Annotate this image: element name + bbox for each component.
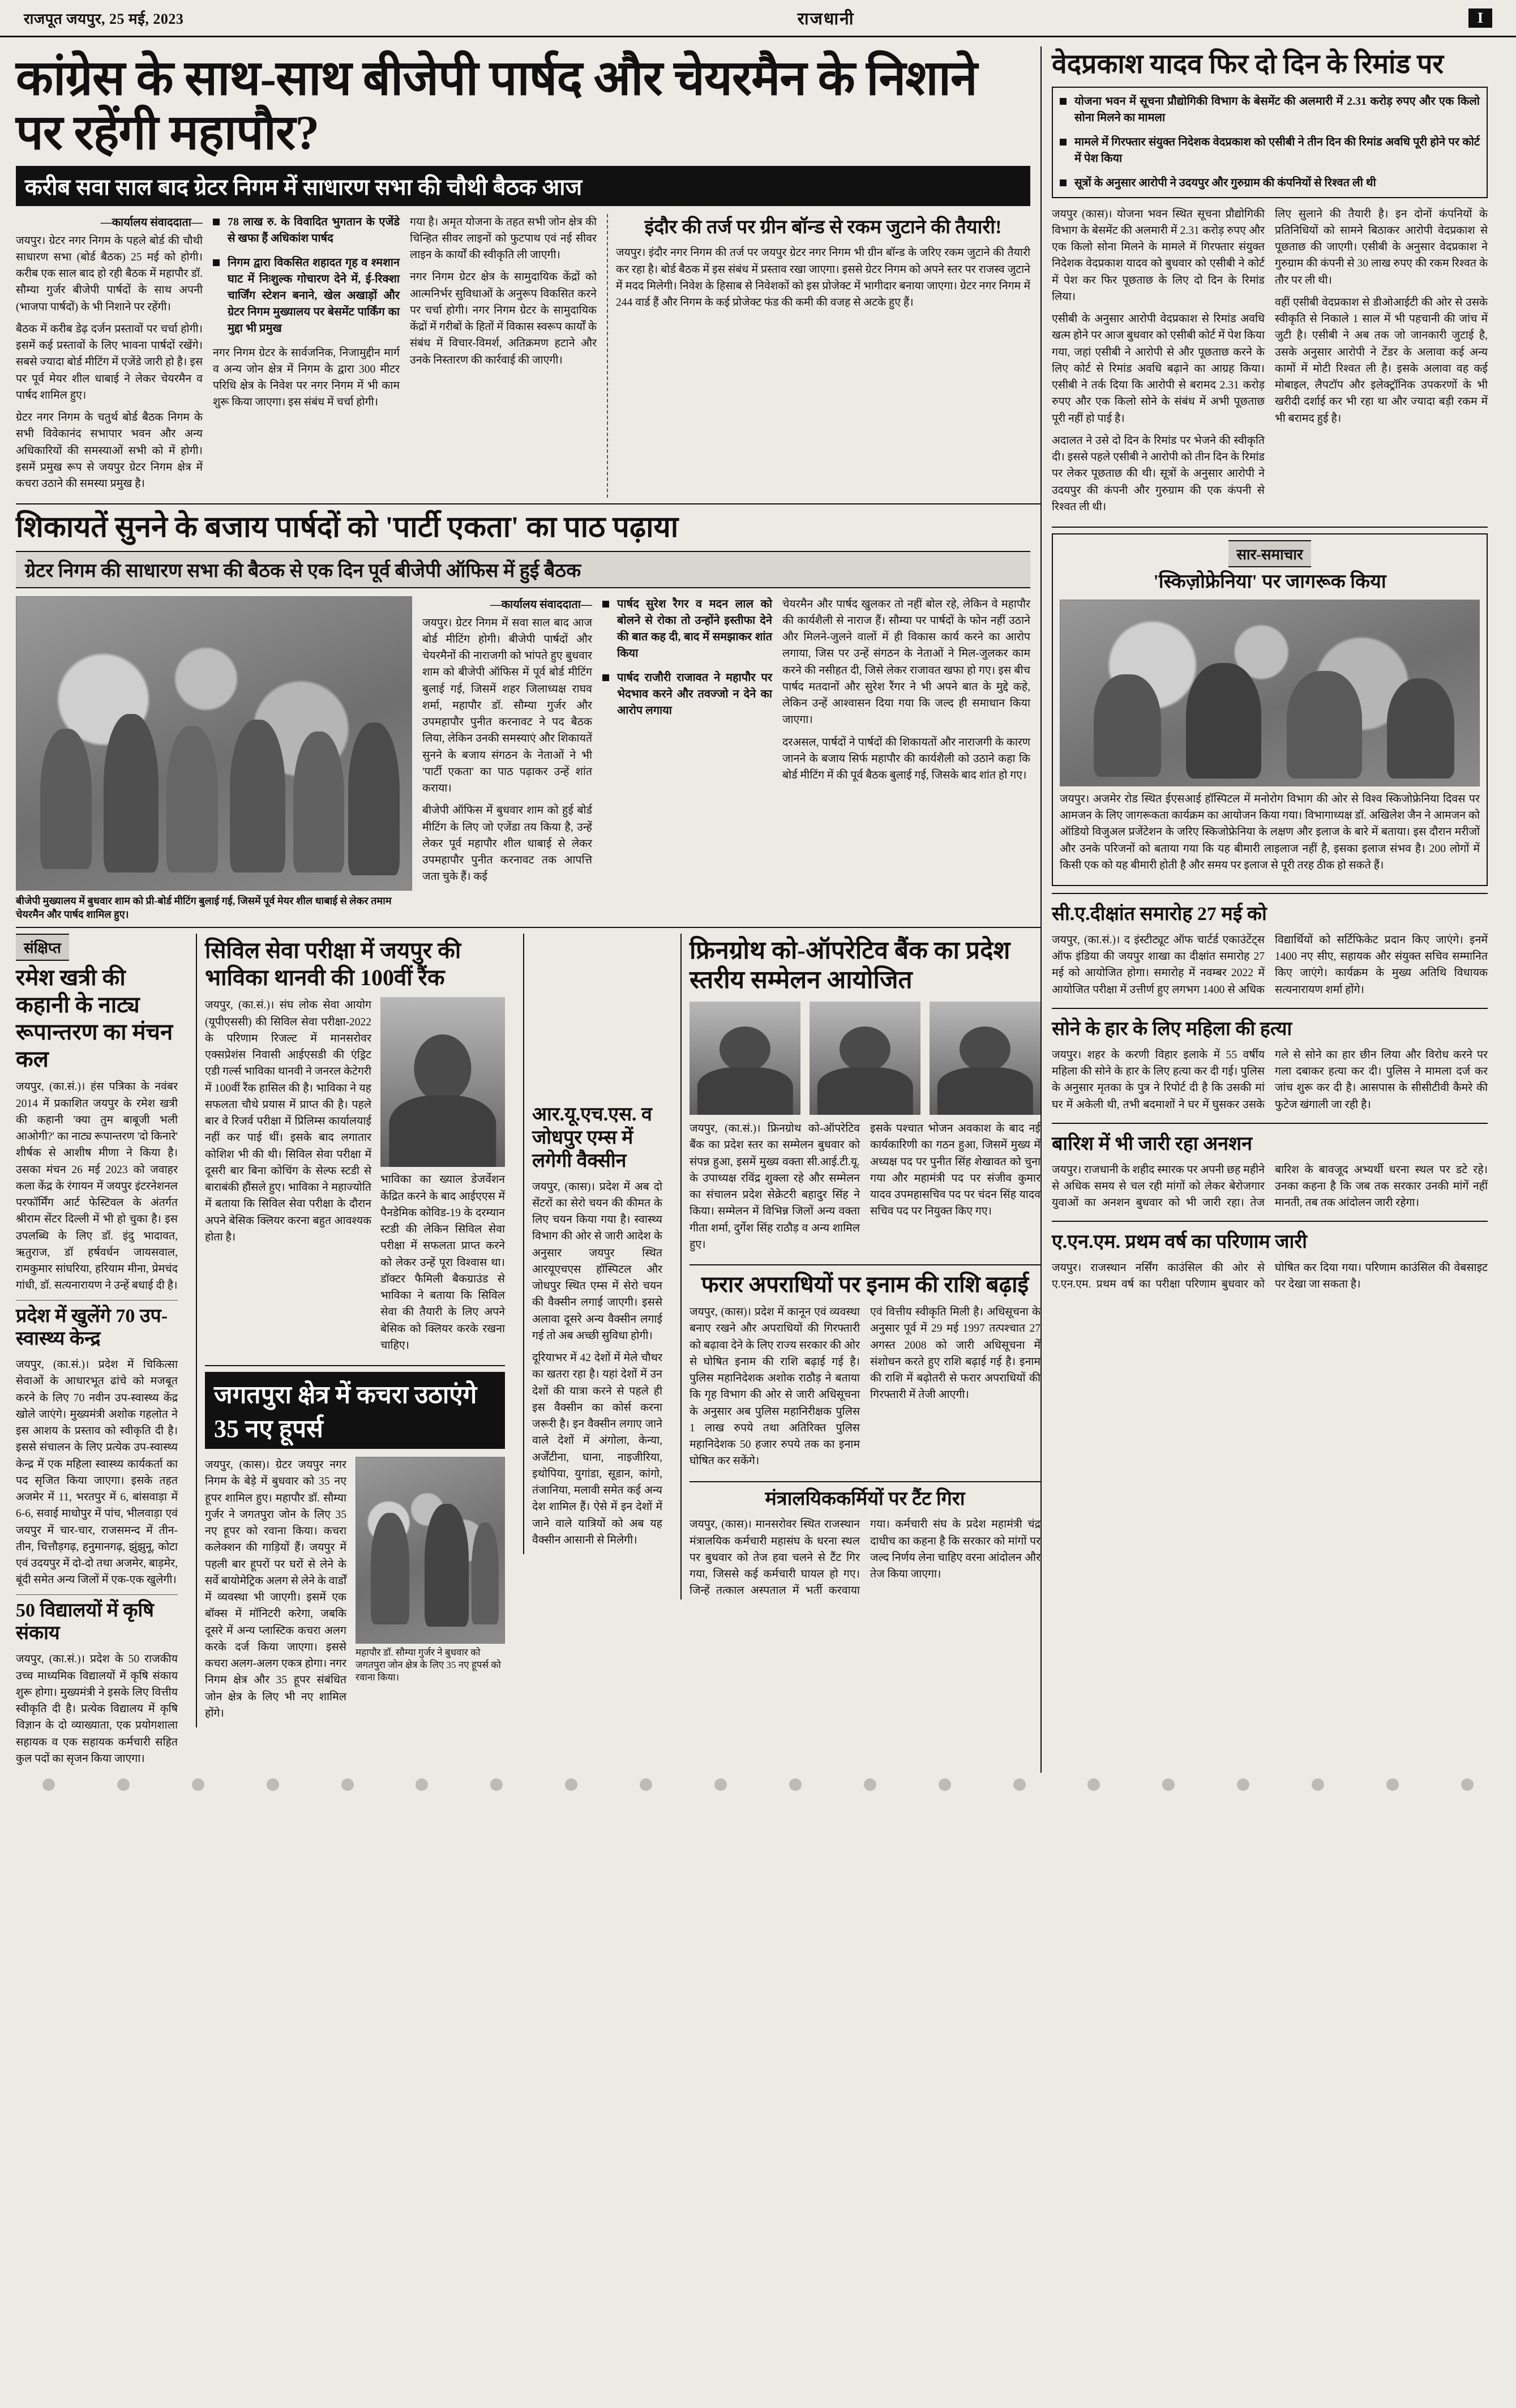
- strip-dot: [117, 1778, 130, 1791]
- right-para-3: अदालत ने उसे दो दिन के रिमांड पर भेजने की स्वीकृति दी। इससे पहले एसीबी ने आरोपी को तीन दिन के रिमांड पर लेकर पूछताछ की थी। सूत्रों के अनुसार आरोपी ने उदयपुर की कंपनी और गुरुग्राम की एक कंपनी से रिश्वत ली थी।: [1052, 434, 1265, 513]
- masthead: [0, 0, 1516, 37]
- lead-para-3: ग्रेटर नगर निगम के चतुर्थ बोर्ड बैठक निगम के सभी विवेकानंद सभापार भवन और अन्य अधिकारियों की समस्याओं सभी को में होगी। इसमें प्रमुख रूप से जयपुर ग्रेटर निगम क्षेत्र में कचरा उठाने की समस्या प्रमुख है।: [16, 412, 203, 490]
- strip-dot: [939, 1778, 951, 1791]
- saar-samachar-label: सार-समाचार: [1228, 540, 1311, 567]
- schizophrenia-awareness-photo: [1060, 600, 1480, 786]
- greenbond-headline: इंदौर की तर्ज पर ग्रीन बॉन्ड से रकम जुटाने की तैयारी!: [644, 216, 1002, 238]
- bjp-meeting-caption: बीजेपी मुख्यालय में बुधवार शाम को प्री-बोर्ड मीटिंग बुलाई गई, जिसमें पूर्व मेयर शील धाबाई से लेकर तमाम चेयरमैन और पार्षद शामिल हुए।: [16, 895, 392, 921]
- bank-body-2: इसके पश्चात भोजन अवकाश के बाद नई कार्यकारिणी का गठन हुआ, जिसमें मुख्य में अध्यक्ष पद पर पुनीत सिंह शेखावत को चुना गया और महामंत्री पद पर संजीव कुमार यादव उपमहासचिव पद पर चंदन सिंह यादव सचिव पद पर नियुक्त किए गए।: [870, 1123, 1040, 1218]
- strip-dot: [1013, 1778, 1026, 1791]
- gold-necklace-murder-title: सोने के हार के लिए महिला की हत्या: [1052, 1018, 1292, 1040]
- second-para-2: बीजेपी ऑफिस में बुधवार शाम को हुई बोर्ड मीटिंग के लिए जो एजेंडा तय किया है, उन्हें लेकर पूर्व महापौर शील धाबाई से लेकर उपमहापौर पुनीत करनावट तक आपत्ति जता चुके हैं। कई: [422, 805, 592, 883]
- saar-samachar-body: जयपुर। अजमेर रोड स्थित ईएसआई हॉस्पिटल में मनोरोग विभाग की ओर से विश्व स्किजोफ्रेनिया दिवस पर आमजन के लिए जागरूकता कार्यक्रम का आयोजन किया गया। विभागाध्यक्ष डॉ. अखिलेश जैन ने आमजन को ऑडियो विजुअल प्रजेंटेशन के जरिए स्किजोफ्रेनिया के लक्षण और इलाज के बारे में बताया। इस दौरान मरीजों और उनके परिजनों को बताया गया कि यह बीमारी लाइलाज नहीं है, इसका इलाज संभव है। 200 लोगों में किसी एक को यह बीमारी होती है और समय पर इलाज से पूरी तरह ठीक हो सकते हैं।: [1060, 793, 1480, 871]
- strip-dot: [864, 1778, 876, 1791]
- second-headline: शिकायतें सुनने के बजाय पार्षदों को 'पार्टी एकता' का पाठ पढ़ाया: [16, 511, 679, 544]
- second-para-1: जयपुर। ग्रेटर निगम में सवा साल बाद आज बोर्ड मीटिंग होगी। बीजेपी पार्षदों और चेयरमैनों की नाराजगी को भांपते हुए बुधवार शाम को बीजेपी ऑफिस में पूर्व बोर्ड मीटिंग बुलाई गई, जिसमें शहर जिलाध्यक्ष राघव शर्मा, महापौर डॉ. सौम्या गुर्जर और उपमहापौर पुनीत करनावट ने पद बैठक लिया, लेकिन उनकी समस्याएं और शिकायतें सुनने के बजाय संगठन के नेताओं ने भी 'पार्टी एकता' का पाठ पढ़ाकर उन्हें शांत कराया।: [422, 617, 592, 795]
- farar-title: फरार अपराधियों पर इनाम की राशि बढ़ाई: [701, 1272, 1029, 1298]
- hooper-photo-caption: महापौर डॉ. सौम्या गुर्जर ने बुधवार को जगतपुरा जोन क्षेत्र के लिए 35 नए हूपर्स को रवाना किया।: [356, 1647, 501, 1683]
- bank-portrait-1: [690, 1002, 800, 1115]
- civil-body-1: जयपुर, (का.सं.)। संघ लोक सेवा आयोग (यूपीएससी) की सिविल सेवा परीक्षा-2022 के परिणाम रिजल्ट में मानसरोवर एक्सप्रेशंस निवासी आईएसडी की एंड्रिट एडी गर्ल्स भाविका थानवी ने जनरल केटेगरी में 100वीं रैंक हासिल की है। भाविका ने यह सफलता चौथे प्रयास में प्राप्त की है। पहले बार वे रिजर्व परीक्षा में प्रिलिम्स कार्यालयाई नहीं कर पाई थीं। इसके बाद लगातार कोशिश भी की थी। सिविल सेवा परीक्षा में दूसरी बार बिना कोचिंग के सेल्फ स्टडी से बाराबंकी हौंसले हुए। भाविका ने महाज्योति में बताया कि सिविल सेवा परीक्षा के दौरान अपने बेसिक क्लियर करना बहुत आवश्यक होता है।: [205, 999, 371, 1243]
- greenbond-body: जयपुर। इंदौर नगर निगम की तर्ज पर जयपुर ग्रेटर नगर निगम भी ग्रीन बॉन्ड के जरिए रकम जुटाने की तैयारी कर रहा है। बोर्ड बैठक में इस संबंध में प्रस्ताव रखा जाएगा। इससे ग्रेटर निगम को अपने स्तर पर राजस्व जुटाने में मदद मिलेगी। निवेश के हिसाब से निवेशकों को इस प्रोजेक्ट में भागीदार बनाया जाएगा। ग्रेटर नगर निगम में 244 वार्ड हैं और निगम के कई प्रोजेक्ट फंड की कमी की वजह से अटके हुए हैं।: [616, 247, 1030, 309]
- strip-dot: [267, 1778, 279, 1791]
- strip-dot: [1237, 1778, 1249, 1791]
- second-para-4: दरअसल, पार्षदों ने पार्षदों की शिकायतों और नाराजगी के कारण जानने के बजाय सिर्फ महापौर की कार्यशैली को उठाने कहा कि बोर्ड मीटिंग में की पूर्व बैठक बुलाई गई, जिसके बाद शांत हो गए।: [782, 736, 1030, 782]
- strip-dot: [341, 1778, 354, 1791]
- strip-dot: [789, 1778, 802, 1791]
- bhavika-photo: [380, 997, 505, 1167]
- gold-necklace-murder-body: जयपुर। शहर के करणी विहार इलाके में 55 वर्षीय महिला की सोने के हार के लिए हत्या कर दी गई। पुलिस के अनुसार मृतका के पुत्र ने रिपोर्ट दी है कि उसकी मां घर में अकेली थी, तभी बदमाशों ने घर में घुसकर उसके गले से सोने का हार छीन लिया और विरोध करने पर गला दबाकर हत्या कर दी। पुलिस ने मामला दर्ज कर जांच शुरू कर दी है। आसपास के सीसीटीवी कैमरे की फुटेज खंगाली जा रही है।: [1052, 1049, 1488, 1111]
- lead-subbanner: करीब सवा साल बाद ग्रेटर निगम में साधारण सभा की चौथी बैठक आज: [16, 166, 1030, 206]
- dot-row-1: [16, 1778, 1500, 1791]
- hooper-flagoff-photo: [356, 1457, 505, 1644]
- second-subbanner: ग्रेटर निगम की साधारण सभा की बैठक से एक दिन पूर्व बीजेपी ऑफिस में हुई बैठक: [16, 551, 1030, 588]
- lead-headline: कांग्रेस के साथ-साथ बीजेपी पार्षद और चेयरमैन के निशाने पर रहेंगी महापौर?: [16, 51, 977, 160]
- masthead-date: राजपूत जयपुर, 25 मई, 2023: [24, 10, 184, 27]
- farar-body-2: एवं वित्तीय स्वीकृति मिली है। अधिसूचना के अनुसार पूर्व में 29 मई 1997 तत्पश्चात 27 अगस्त 2008 को जारी अधिसूचना में संशोधन करते हुए राशि बढ़ाई गई है। इनाम की राशि में बढ़ोतरी से फरार अपराधियों की गिरफ्तारी में तेजी आएगी।: [870, 1306, 1040, 1401]
- second-bullet-2: पार्षद राजौरी राजावत ने महापौर पर भेदभाव करने और तवज्जो न देने का आरोप लगाया: [602, 670, 772, 719]
- right-para-5: वहीं एसीबी वेदप्रकाश से डीओआईटी की ओर से उसके स्वीकृति से निकाले 1 साल में भी पहचानी की जांच में जुटी है। एसीबी ने अब तक जो जानकारी जुटाई है, उसके अनुसार आरोपी ने टेंडर के अलावा कई अन्य कामों में मोटी रिश्वत ली है। इसके अलावा वह कई मोबाइल, लैपटॉप और इलेक्ट्रॉनिक उपकरणों के भी खरीदी दर्शाई कर भी रहा था और ज्यादा बड़ी रकम में भी बरामद हुई है।: [1275, 296, 1488, 425]
- saar-samachar-box: [1052, 533, 1488, 886]
- ca-convocation-body: जयपुर, (का.सं.)। द इंस्टीट्यूट ऑफ चार्टर्ड एकाउंटेंट्स ऑफ इंडिया की जयपुर शाखा का दीक्षांत समारोह 27 मई को आयोजित होगा। समारोह में नवम्बर 2022 में आयोजित परीक्षा में उत्तीर्ण हुए लगभग 1400 से अधिक विद्यार्थियों को सर्टिफिकेट प्रदान किए जाएंगे। इनमें 1400 नए सीए, सहायक और संयुक्त सचिव सम्मानित किए जाएंगे। कार्यक्रम के मुख्य अतिथि विधायक सत्यनारायण शर्मा होंगे।: [1052, 934, 1488, 996]
- right-para-4: लिए सुलाने की तैयारी है। इन दोनों कंपनियों के प्रतिनिधियों को सामने बिठाकर आरोपी वेदप्रकाश से पूछताछ की जाएगी। एसीबी के अनुसार वेदप्रकाश ने गुरुग्राम की कंपनी से 30 लाख रुपए की रकम रिश्वत के तौर पर ली थी।: [1275, 208, 1488, 286]
- right-para-2: एसीबी के अनुसार आरोपी वेदप्रकाश से रिमांड अवधि खत्म होने पर आज बुधवार को एसीबी कोर्ट में पेश किया गया, जहां एसीबी ने आरोपी से और पूछताछ करने के लिए कोर्ट से रिमांड अवधि बढ़ाने का आग्रह किया। एसीबी ने तर्क दिया कि आरोपी से बरामद 2.31 करोड़ रुपए और एक किलो सोने के संबंध में अभी पूछताछ पूरी नहीं हो पाई है।: [1052, 313, 1265, 425]
- right-bullet-3: सूत्रों के अनुसार आरोपी ने उदयपुर और गुरुग्राम की कंपनियों से रिश्वत ली थी: [1060, 175, 1480, 191]
- lead-bullet-2: निगम द्वारा विकसित शहादत गृह व श्मशान घाट में निःशुल्क गोचारण देने में, ई-रिक्शा चार्जिंग स्टेशन बनाने, खेल अखाड़ों और ग्रेटर निगम मुख्यालय पर बेसमेंट पार्किंग का मुद्दा भी प्रमुख: [213, 255, 400, 337]
- strip-dot: [42, 1778, 55, 1791]
- farar-body-1: जयपुर, (कास)। प्रदेश में कानून एवं व्यवस्था बनाए रखने और अपराधियों की गिरफ्तारी को बढ़ावा देने के लिए राज्य सरकार की ओर से घोषित इनाम की राशि बढ़ाई गई है। पुलिस महानिदेशक अशोक राठौड़ ने बताया कि गृह विभाग की ओर से जारी अधिसूचना के अनुसार अब पुलिस महानिरीक्षक पुलिस 1 लाख रुपये तथा अतिरिक्त पुलिस महानिदेशक 50 हजार रुपये तक का इनाम घोषित कर सकेंगे।: [690, 1306, 860, 1468]
- lead-para-1: जयपुर। ग्रेटर नगर निगम के पहले बोर्ड की चौथी साधारण सभा (बोर्ड बैठक) 25 मई को होगी। करीब एक साल बाद हो रही बैठक में महापौर डॉ. सौम्या गुर्जर बीजेपी पार्षदों के साथ अपनी (भाजपा पार्षदों) के भी निशाने पर रहेंगी।: [16, 234, 203, 313]
- lead-para-2: बैठक में करीब डेढ़ दर्जन प्रस्तावों पर चर्चा होगी। इसमें कई प्रस्तावों के लिए भावना पार्षदों रखेंगे। सबसे ज्यादा बोर्ड मीटिंग में एजेंडे जारी हो है। इस पर पूर्व मेयर शील धाबाई ने लेकर चेयरमैन व पार्षद शामिल हुए।: [16, 323, 203, 401]
- lead-kicker: —कार्यालय संवाददाता—: [100, 216, 203, 229]
- bank-portrait-3: [930, 1002, 1040, 1115]
- lead-para-4: गया है। अमृत योजना के तहत सभी जोन क्षेत्र की चिन्हित सीवर लाइनों को फुटपाथ एवं नई सीवर लाइन के कार्यों की स्वीकृति ली जाएगी।: [410, 216, 597, 262]
- sankshipt-body-3: जयपुर, (का.सं.)। प्रदेश के 50 राजकीय उच्च माध्यमिक विद्यालयों में कृषि संकाय शुरू होगा। मुख्यमंत्री ने इसके लिए वित्तीय स्वीकृति दी है। प्रत्येक विद्यालय में कृषि विज्ञान के दो व्याख्याता, एक प्रयोगशाला सहायक व एक सहायक कर्मचारी सहित कुल पदों का सृजन किया जाएगा।: [16, 1653, 178, 1765]
- aiims-body-2: दूरियाभर में 42 देशों में मेले चौथर का खतरा रहा है। यहां देशों में उन देशों की यात्रा करने से पहले ही इस वैक्सीन का कोर्स करना जरूरी है। इन वैक्सीन लगाए जाने वाले देशों में अंगोला, केन्या, अर्जेंटीना, घाना, नाइजीरिया, इथोपिया, युगांडा, सूडान, कांगो, तंजानिया, मलावी समेत कई अन्य देश शामिल हैं। ऐसे में इन देशों में जाने वाले यात्रियों को अब यह वैक्सीन आसानी से मिलेगी।: [532, 1352, 662, 1546]
- strip-dot: [640, 1778, 652, 1791]
- strip-dot: [1461, 1778, 1474, 1791]
- anm-result-title: ए.एन.एम. प्रथम वर्ष का परिणाम जारी: [1052, 1231, 1307, 1253]
- strip-dot: [192, 1778, 204, 1791]
- sankshipt-title-1: रमेश खत्री की कहानी के नाट्य रूपान्तरण का मंचन कल: [16, 965, 173, 1072]
- strip-dot: [490, 1778, 503, 1791]
- strip-dot: [1386, 1778, 1399, 1791]
- ca-convocation-title: सी.ए.दीक्षांत समारोह 27 मई को: [1052, 904, 1267, 925]
- right-lead-headline: वेदप्रकाश यादव फिर दो दिन के रिमांड पर: [1052, 49, 1444, 79]
- right-bullets: [1060, 93, 1480, 191]
- right-column: [1040, 46, 1488, 1773]
- strip-dot: [714, 1778, 727, 1791]
- second-story: [16, 510, 1040, 921]
- second-kicker: —कार्यालय संवाददाता—: [490, 598, 592, 611]
- bank-title: फ्रिनग्रोथ को-ऑपरेटिव बैंक का प्रदेश स्तरीय सम्मेलन आयोजित: [690, 936, 1010, 994]
- main-column: [16, 46, 1040, 1773]
- right-bullet-2: मामले में गिरफ्तार संयुक्त निदेशक वेदप्रकाश को एसीबी ने तीन दिन की रिमांड अवधि पूरी होने पर कोर्ट में पेश किया: [1060, 134, 1480, 167]
- anm-result-body: जयपुर। राजस्थान नर्सिंग काउंसिल की ओर से ए.एन.एम. प्रथम वर्ष का परीक्षा परिणाम बुधवार को घोषित कर दिया गया। परिणाम काउंसिल की वेबसाइट पर देखा जा सकता है।: [1052, 1262, 1488, 1291]
- lead-para-6: नगर निगम ग्रेटर के सार्वजनिक, निजामुद्दीन मार्ग व अन्य जोन क्षेत्र में निगम के द्वारा 300 मीटर परिधि क्षेत्र के निवेश पर नगर निगम में भी काम शुरू किया जाएगा। इस संबंध में चर्चा होगी।: [213, 347, 400, 409]
- hunger-strike-body: जयपुर। राजधानी के शहीद स्मारक पर अपनी छह महीने से अधिक समय से चल रही मांगों को लेकर बेरोजगार युवाओं का अनशन बुधवार को भी जारी रहा। तेज बारिश के बावजूद अभ्यर्थी धरना स्थल पर डटे रहे। उनका कहना है कि जब तक सरकार उनकी मांगें नहीं मानती, तब तक आंदोलन जारी रहेगा।: [1052, 1164, 1488, 1209]
- civil-title: सिविल सेवा परीक्षा में जयपुर की भाविका थानवी की 100वीं रैंक: [205, 938, 461, 991]
- strip-dot: [1087, 1778, 1100, 1791]
- aiims-title: आर.यू.एच.एस. व जोधपुर एम्स में लगेगी वैक्सीन: [532, 1104, 652, 1171]
- jagatpura-title: जगतपुरा क्षेत्र में कचरा उठाएंगे 35 नए हूपर्स: [205, 1372, 505, 1449]
- masthead-title: राजधानी: [797, 10, 855, 28]
- page-number: I: [1468, 8, 1492, 28]
- second-bullets: [602, 596, 772, 719]
- second-bullet-1: पार्षद सुरेश रैगर व मदन लाल को बोलने से रोका तो उन्होंने इस्तीफा देने की बात कह दी, बाद में समझाकर शांत किया: [602, 596, 772, 662]
- bottom-registration-strip: [0, 1773, 1516, 1801]
- sankshipt-label: संक्षिप्त: [16, 934, 69, 961]
- sankshipt-body-1: जयपुर, (का.सं.)। हंस पत्रिका के नवंबर 2014 में प्रकाशित जयपुर के रमेश खत्री की कहानी 'क्या तुम बाबूजी भली आओगी?' का नाट्य रूपान्तरण 'दो किनारे' शीर्षक से आशीष मीणा ने किया है। उसका मंचन 26 मई 2023 को जवाहर कला केंद्र के रंगायन में जयपुर इंटरनेशनल परफॉर्मिंग आर्ट फेस्टिवल के अंतर्गत श्रीराम सेंटर दिल्ली में भी हो चुका है। इस उपलब्धि के लिए डॉ. इंदु भादावत, ऋतुराज, डॉ हर्षवर्धन जायसवाल, रामकुमार सांघरिया, हरियाम मीना, प्रेमचंद गांधी, डॉ. सत्यनारायण ने उन्हें बधाई दी है।: [16, 1081, 178, 1292]
- lead-bullets: [213, 214, 400, 337]
- strip-dot: [1162, 1778, 1175, 1791]
- saar-samachar-title: 'स्किज़ोफ्रेनिया' पर जागरूक किया: [1153, 571, 1386, 593]
- strip-dot: [416, 1778, 428, 1791]
- bank-portrait-2: [810, 1002, 920, 1115]
- second-para-3: चेयरमैन और पार्षद खुलकर तो नहीं बोल रहे, लेकिन वे महापौर की कार्यशैली से नाराज हैं। सौम्या पर पार्षदों के फोन नहीं उठाने और मिलने-जुलने वालों में ही विकास कार्य करने का आरोप लगाया, जिस पर उन्हें संगठन के नेताओं ने मिल-जुलकर काम करने की नसीहत दी, जिसे लेकर राजावत खफा हो गए। इस बीच पार्षद मतदानों और सुरेश रैंगर ने भी अपने बात के मुद्दे कहे, लेकिन उन्हें आश्वासन दिया गया कि जल्द ही समाधान किया जाएगा।: [782, 598, 1030, 726]
- hunger-strike-title: बारिश में भी जारी रहा अनशन: [1052, 1133, 1252, 1154]
- tent-body: जयपुर, (कास)। मानसरोवर स्थित राजस्थान मंत्रालयिक कर्मचारी महासंघ के धरना स्थल पर बुधवार को तेज हवा चलने से टैंट गिर गया, जिससे कई कर्मचारी घायल हो गए। जिन्हें तत्काल अस्पताल में भर्ती करवाया गया। कर्मचारी संघ के प्रदेश महामंत्री चंद्र दाधीच का कहना है कि सरकार को मांगों पर जल्द निर्णय लेना चाहिए वरना आंदोलन और तेज किया जाएगा।: [690, 1519, 1040, 1597]
- jagatpura-body: जयपुर, (कास)। ग्रेटर जयपुर नगर निगम के बेड़े में बुधवार को 35 नए हूपर शामिल हुए। महापौर डॉ. सौम्या गुर्जर ने जगतपुरा जोन के लिए 35 नए हूपर को रवाना किया। कचरा कलेक्शन की गाड़ियों हैं। जयपुर में पहली बार हूपरों पर घरों से लेने के सर्वे बायोमेट्रिक अलग से लेने के वार्डों में व्यवस्था भी जाएगी। इसमें एक बॉक्स में मॉनिटरी करेगा, जबकि दूसरे में अन्य प्लास्टिक कचरा अलग करके दर्ज किया जाएगा। इससे कचरा अलग-अलग एकत्र होगा। नगर निगम क्षेत्र और 35 हूपर संबंधित जोन क्षेत्र के लिए भी नए शामिल होंगे।: [205, 1459, 347, 1720]
- bjp-meeting-photo: [16, 596, 412, 891]
- lead-para-5: नगर निगम ग्रेटर क्षेत्र के सामुदायिक केंद्रों को आत्मनिर्भर सुविधाओं के अनुरूप विकसित करने पर चर्चा होगी। नगर निगम ग्रेटर के सामुदायिक केंद्रों में गरीबों के हितों में विकास स्वरूप कार्यों के संबंध में विचार-विमर्श, अतिक्रमण हटाने और उनके निस्तारण की कार्रवाई की जाएगी।: [410, 271, 597, 366]
- lead-bullet-1: 78 लाख रु. के विवादित भुगतान के एजेंडे से खफा हैं अधिकांश पार्षद: [213, 214, 400, 247]
- strip-dot: [1312, 1778, 1324, 1791]
- civil-body-2: भाविका का ख्याल डेजर्वेशन केंद्रित करने के बाद आईएएस में पैनडेमिक कोविड-19 के दरम्यान स्टडी की लेकिन सिविल सेवा परीक्षा में सफलता प्राप्त करने को लेकर उन्हें पूरा विश्वास था। डॉक्टर फैमिली बैकग्राउंड से भाविका ने बताया कि सिविल सेवा की तैयारी के लिए अपने बेसिक को क्लियर करके रखना चाहिए।: [380, 1174, 505, 1351]
- right-bullet-1: योजना भवन में सूचना प्रौद्योगिकी विभाग के बेसमेंट की अलमारी में 2.31 करोड़ रुपए और एक किलो सोना मिलने का मामला: [1060, 93, 1480, 126]
- sankshipt-body-2: जयपुर, (का.सं.)। प्रदेश में चिकित्सा सेवाओं के आधारभूत ढांचे को मजबूत करने के लिए 70 नवीन उप-स्वास्थ्य केंद्र खोले जाएंगे। मुख्यमंत्री अशोक गहलोत ने इस आशय के प्रस्ताव को स्वीकृति दी है। इससे संचालन के लिए प्रत्येक उप-स्वास्थ्य केन्द्र में एक महिला स्वास्थ्य कार्यकर्ता का पद सृजित किया जाएगा। इसके तहत अजमेर में 11, भरतपुर में 6, बांसवाड़ा में 6-6, सवाई माधोपुर में पांच, भीलवाड़ा एवं जयपुर में चार-चार, राजसमन्द में तीन-तीन, चित्तौड़गढ़, हनुमानगढ़, झुंझुनू, कोटा एवं उदयपुर में दो-दो तथा अजमेर, बाड़मेर, बूंदी समेत अन्य जिलों में एक-एक खुलेगी।: [16, 1359, 178, 1586]
- lead-story: [16, 51, 1040, 498]
- strip-dot: [565, 1778, 577, 1791]
- sankshipt-title-3: 50 विद्यालयों में कृषि संकाय: [16, 1599, 154, 1644]
- sankshipt-title-2: प्रदेश में खुलेंगे 70 उप-स्वास्थ्य केन्द्र: [16, 1305, 168, 1350]
- right-para-1: जयपुर (कास)। योजना भवन स्थित सूचना प्रौद्योगिकी विभाग के बेसमेंट की अलमारी में 2.31 करोड़ रुपए और एक किलो सोना मिलने के मामले में गिरफ्तार संयुक्त निदेशक वेदप्रकाश यादव को बुधवार को एसीबी ने कोर्ट में पेश कर फिर पूछताछ के लिए दो दिन के रिमांड लिया।: [1052, 208, 1265, 303]
- tent-title: मंत्रालयिककर्मियों पर टैंट गिरा: [765, 1488, 965, 1509]
- aiims-body-1: जयपुर, (कास)। प्रदेश में अब दो सेंटरों का सेरो चयन की कीमत के लिए चयन किया गया है। स्वास्थ्य विभाग की ओर से जारी आदेश के अनुसार जयपुर स्थित आरयूएचएस हॉस्पिटल और जोधपुर स्थित एम्स में सेरो चयन की वैक्सीन लगाई जाएगी। इससे अलावा दूसरे अन्य वैक्सीन लगाई गई तो अब अच्छी सुविधा होगी।: [532, 1181, 662, 1342]
- bank-body-1: जयपुर, (का.सं.)। फ्रिनग्रोथ को-ऑपरेटिव बैंक का प्रदेश स्तर का सम्मेलन बुधवार को संपन्न हुआ, इसमें मुख्य वक्ता सी.आई.टी.यू. के उपाध्यक्ष रविंद्र शुक्ला रहे और सम्मेलन का संचालन प्रदेश सेक्रेटरी बहादुर सिंह ने किया। सम्मेलन में विभिन्न जिलों अन्य वक्ता गीता शर्मा, दुर्गेश सिंह राठौड़ व अन्य शामिल हुए।: [690, 1123, 860, 1251]
